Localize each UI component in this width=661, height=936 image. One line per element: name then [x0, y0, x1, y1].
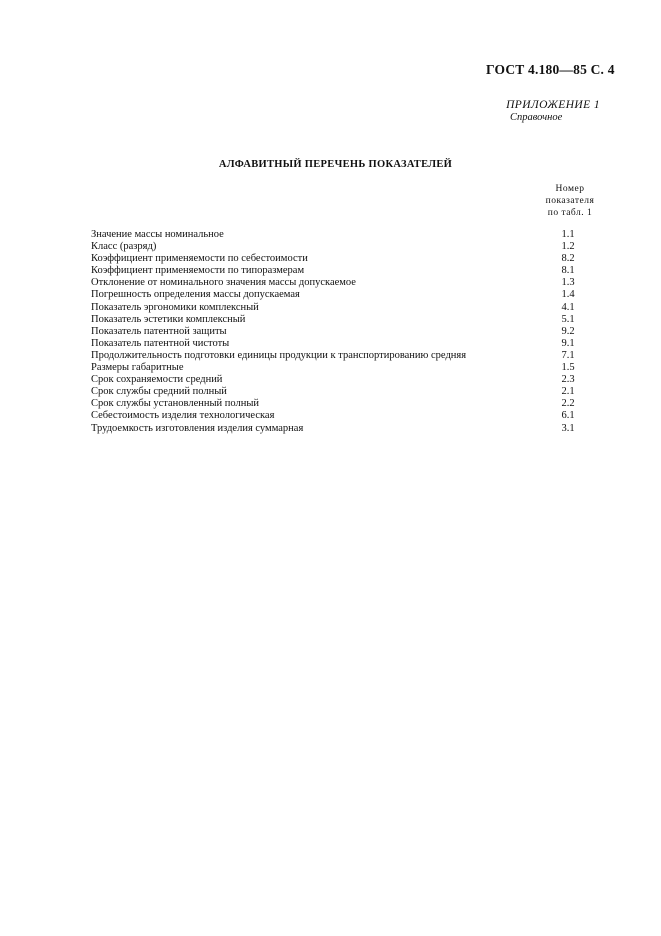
indicator-number: 1.3 — [561, 277, 575, 289]
list-item — [91, 241, 611, 253]
indicator-name: Коэффициент применяемости по типоразмерам — [91, 265, 305, 277]
indicator-number: 8.2 — [561, 253, 575, 265]
indicator-number: 1.4 — [561, 289, 575, 301]
list-title: АЛФАВИТНЫЙ ПЕРЕЧЕНЬ ПОКАЗАТЕЛЕЙ — [218, 159, 453, 170]
indicator-name: Показатель эргономики комплексный — [91, 301, 259, 313]
column-header-line: показателя — [545, 196, 595, 206]
indicator-name: Срок службы средний полный — [91, 386, 227, 398]
indicator-number: 9.1 — [561, 337, 575, 349]
indicator-name: Коэффициент применяемости по себестоимости — [91, 253, 308, 265]
list-item — [91, 374, 611, 386]
list-item — [91, 253, 611, 265]
indicator-number: 7.1 — [561, 349, 575, 361]
list-item — [91, 265, 611, 277]
list-item — [91, 338, 611, 350]
indicator-list — [91, 229, 611, 435]
indicator-name: Показатель патентной защиты — [91, 325, 227, 337]
indicator-name: Значение массы номинальное — [91, 229, 224, 240]
indicator-number: 6.1 — [561, 410, 575, 422]
list-item — [91, 362, 611, 374]
list-item — [91, 289, 611, 301]
list-item — [91, 277, 611, 289]
indicator-number: 3.1 — [561, 422, 575, 434]
indicator-number: 2.2 — [561, 398, 575, 410]
list-item — [91, 386, 611, 398]
column-header-line: Номер — [555, 184, 585, 194]
indicator-number: 5.1 — [561, 313, 575, 325]
indicator-name: Себестоимость изделия технологическая — [91, 410, 275, 422]
indicator-name: Показатель эстетики комплексный — [91, 313, 246, 325]
list-item — [91, 326, 611, 338]
page-header-standard: ГОСТ 4.180—85 С. 4 — [486, 62, 615, 77]
list-item — [91, 423, 611, 435]
indicator-name: Трудоемкость изготовления изделия суммарная — [91, 422, 304, 434]
indicator-number: 1.5 — [561, 362, 575, 374]
indicator-number: 9.2 — [561, 325, 575, 337]
indicator-number: 2.1 — [561, 386, 575, 398]
indicator-number: 8.1 — [561, 265, 575, 277]
list-item — [91, 314, 611, 326]
indicator-number: 1.1 — [561, 229, 575, 240]
indicator-name: Погрешность определения массы допускаемая — [91, 289, 300, 301]
column-header-line: по табл. 1 — [547, 208, 593, 218]
indicator-number: 2.3 — [561, 374, 575, 386]
list-item — [91, 398, 611, 410]
list-item — [91, 350, 611, 362]
indicator-number: 4.1 — [561, 301, 575, 313]
indicator-name: Показатель патентной чистоты — [91, 337, 230, 349]
appendix-block — [460, 99, 600, 124]
indicator-name: Размеры габаритные — [91, 362, 184, 374]
list-item — [91, 229, 611, 241]
indicator-name: Продолжительность подготовки единицы продукции к транспортированию средняя — [91, 349, 467, 361]
indicator-name: Срок сохраняемости средний — [91, 374, 223, 386]
appendix-title: ПРИЛОЖЕНИЕ 1 — [506, 99, 600, 111]
indicator-name: Срок службы установленный полный — [91, 398, 260, 410]
indicator-number: 1.2 — [561, 241, 575, 253]
list-item — [91, 410, 611, 422]
list-item — [91, 302, 611, 314]
appendix-subtitle: Справочное — [510, 112, 563, 123]
indicator-name: Класс (разряд) — [91, 241, 157, 253]
column-header-number — [520, 183, 620, 219]
indicator-name: Отклонение от номинального значения массы допускаемое — [91, 277, 356, 289]
